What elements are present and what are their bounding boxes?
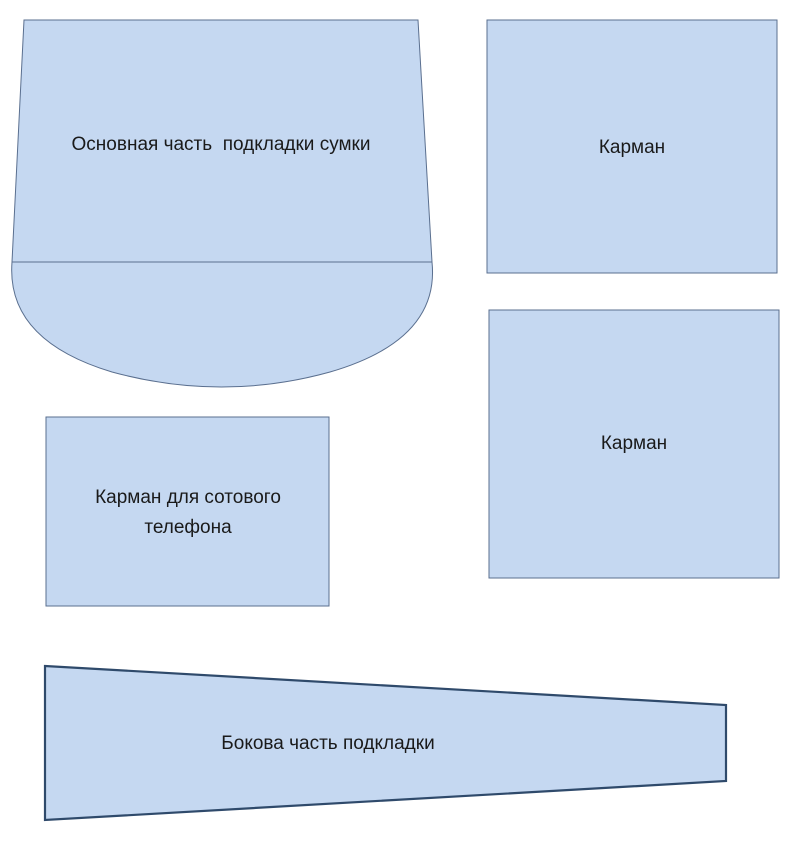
side-lining-label: Бокова часть подкладки	[221, 733, 435, 755]
pocket-middle-label: Карман	[600, 433, 668, 455]
phone-pocket-piece	[46, 417, 329, 606]
pocket-top-piece	[487, 20, 777, 273]
pocket-middle-piece	[489, 310, 779, 578]
phone-pocket-label-line1: Карман для сотового	[95, 487, 281, 509]
main-lining-piece	[12, 20, 433, 387]
main-lining-shape	[12, 20, 433, 387]
main-lining-label: Основная часть подкладки сумки	[71, 134, 371, 156]
phone-pocket-shape	[46, 417, 329, 606]
phone-pocket-label-line2: телефона	[144, 517, 232, 539]
pocket-top-label: Карман	[598, 137, 666, 159]
side-lining-piece	[45, 666, 726, 820]
